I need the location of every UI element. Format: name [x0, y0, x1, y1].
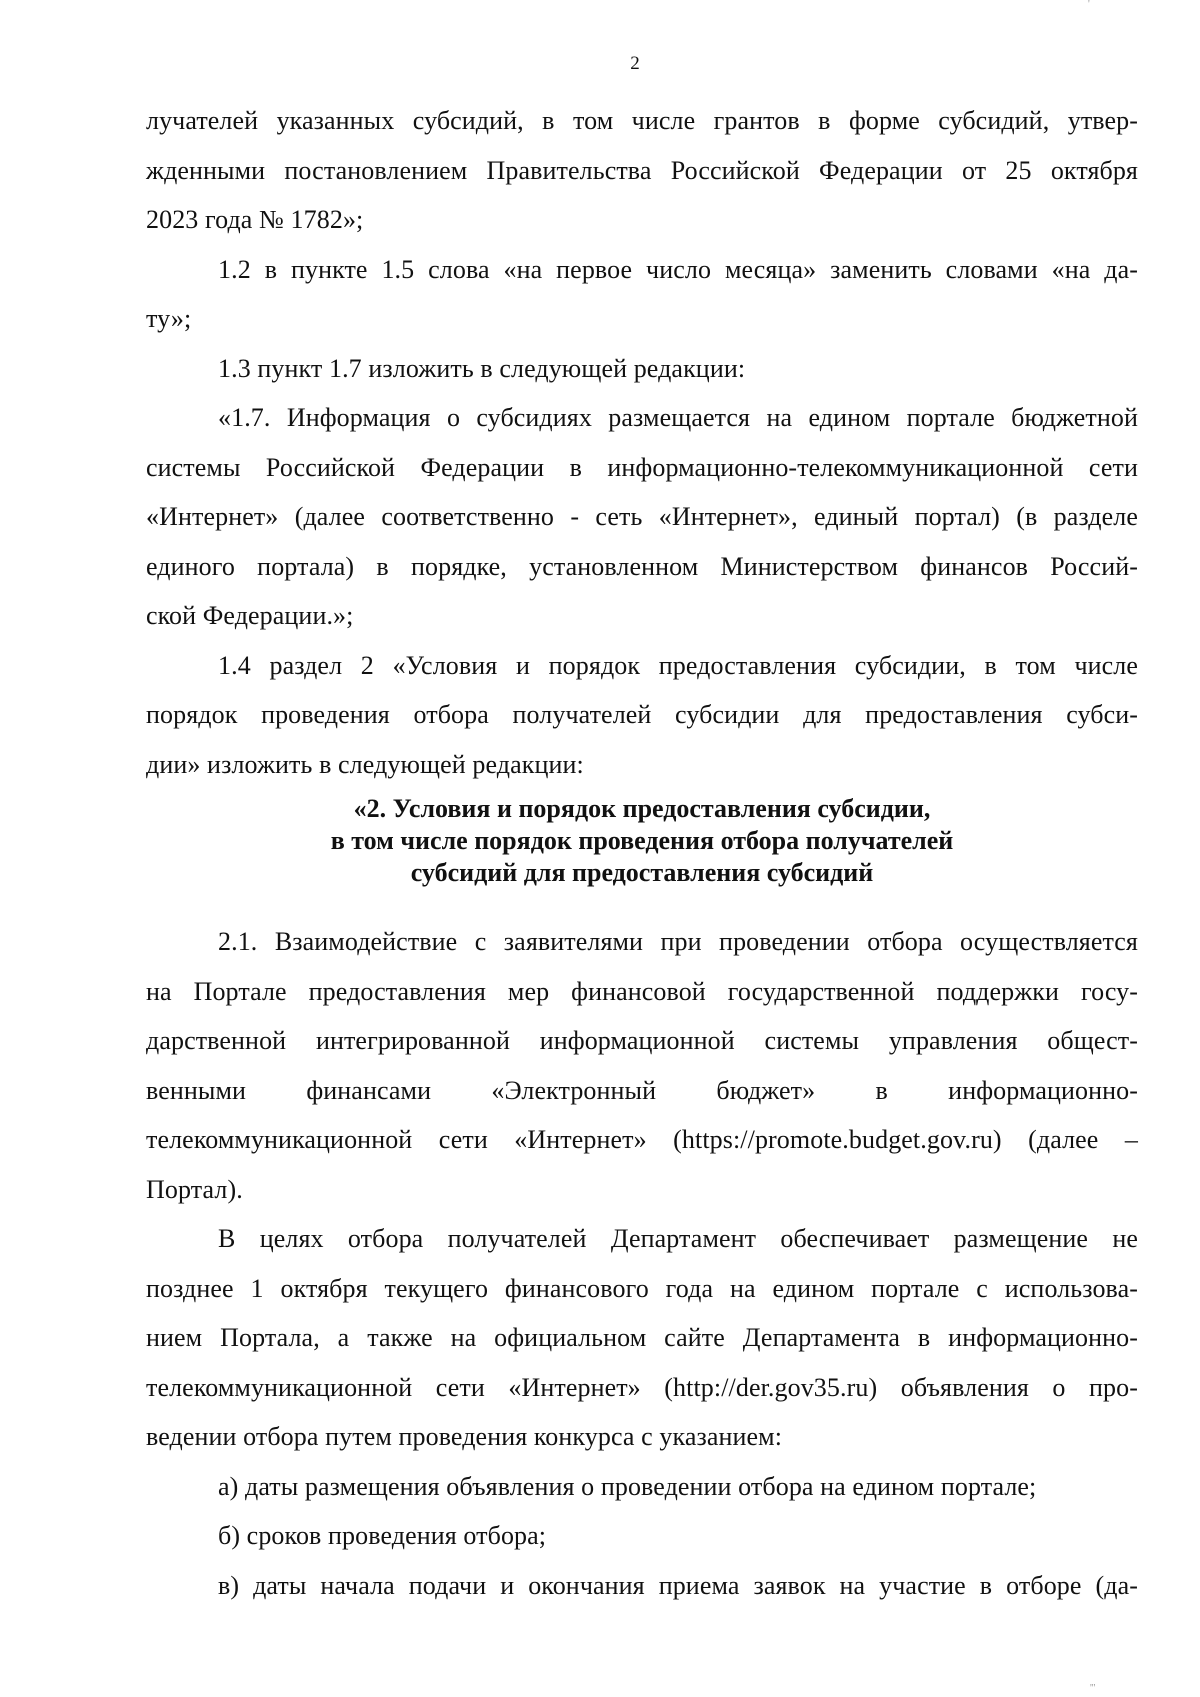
paragraph-line: 2.1. Взаимодействие с заявителями при проведении отбора осуществляется — [218, 927, 1138, 956]
paragraph-line: ту»; — [146, 304, 192, 333]
section-heading-line: субсидий для предоставления субсидий — [410, 858, 874, 887]
paragraph-line: единого портала) в порядке, установленном Министерством финансов Россий- — [146, 551, 1138, 581]
paragraph-line: на Портале предоставления мер финансовой государственной поддержки госу- — [146, 976, 1138, 1006]
list-item: а) даты размещения объявления о проведении отбора на едином портале; — [218, 1471, 1037, 1501]
paragraph-line: системы Российской Федерации в информационно-телекоммуникационной сети — [146, 452, 1138, 482]
scan-edge-mark: ' — [1088, 0, 1090, 10]
page-number: 2 — [630, 53, 640, 74]
document-body — [146, 96, 1138, 1610]
paragraph-line: 1.3 пункт 1.7 изложить в следующей редакции: — [218, 353, 746, 383]
paragraph-line: дарственной интегрированной информационной системы управления общест- — [146, 1026, 1138, 1055]
paragraph-line: ведении отбора путем проведения конкурса с указанием: — [146, 1422, 783, 1451]
section-heading-line: в том числе порядок проведения отбора получателей — [330, 826, 954, 855]
list-item: в) даты начала подачи и окончания приема заявок на участие в отборе (да- — [218, 1570, 1138, 1600]
paragraph-line: жденными постановлением Правительства Российской Федерации от 25 октября — [146, 155, 1138, 185]
paragraph-line: лучателей указанных субсидий, в том числе грантов в форме субсидий, утвер- — [146, 106, 1138, 135]
paragraph-line: Портал). — [146, 1174, 243, 1204]
scan-edge-mark: ''' — [1090, 1683, 1096, 1694]
paragraph-line: нием Портала, а также на официальном сайте Департамента в информационно- — [146, 1323, 1138, 1352]
paragraph-line: телекоммуникационной сети «Интернет» (https://promote.budget.gov.ru) (далее – — [146, 1125, 1138, 1154]
paragraph-line: 1.4 раздел 2 «Условия и порядок предоставления субсидии, в том числе — [218, 650, 1138, 680]
paragraph-line: дии» изложить в следующей редакции: — [146, 749, 584, 779]
list-item: б) сроков проведения отбора; — [218, 1521, 547, 1550]
paragraph-line: венными финансами «Электронный бюджет» в информационно- — [146, 1075, 1138, 1105]
paragraph-line: телекоммуникационной сети «Интернет» (http://der.gov35.ru) объявления о про- — [146, 1372, 1138, 1402]
paragraph-line: В целях отбора получателей Департамент обеспечивает размещение не — [218, 1224, 1138, 1253]
paragraph-line: «1.7. Информация о субсидиях размещается на едином портале бюджетной — [218, 403, 1138, 432]
paragraph-line: ской Федерации.»; — [146, 601, 354, 630]
paragraph-line: «Интернет» (далее соответственно - сеть «Интернет», единый портал) (в разделе — [146, 502, 1138, 531]
paragraph-line: 1.2 в пункте 1.5 слова «на первое число месяца» заменить словами «на да- — [218, 254, 1138, 284]
paragraph-line: порядок проведения отбора получателей субсидии для предоставления субси- — [146, 700, 1138, 729]
paragraph-line: позднее 1 октября текущего финансового года на едином портале с использова- — [146, 1273, 1138, 1303]
section-heading-line: «2. Условия и порядок предоставления субсидии, — [353, 794, 931, 823]
section-heading — [146, 793, 1138, 889]
paragraph-line: 2023 года № 1782»; — [146, 205, 364, 234]
